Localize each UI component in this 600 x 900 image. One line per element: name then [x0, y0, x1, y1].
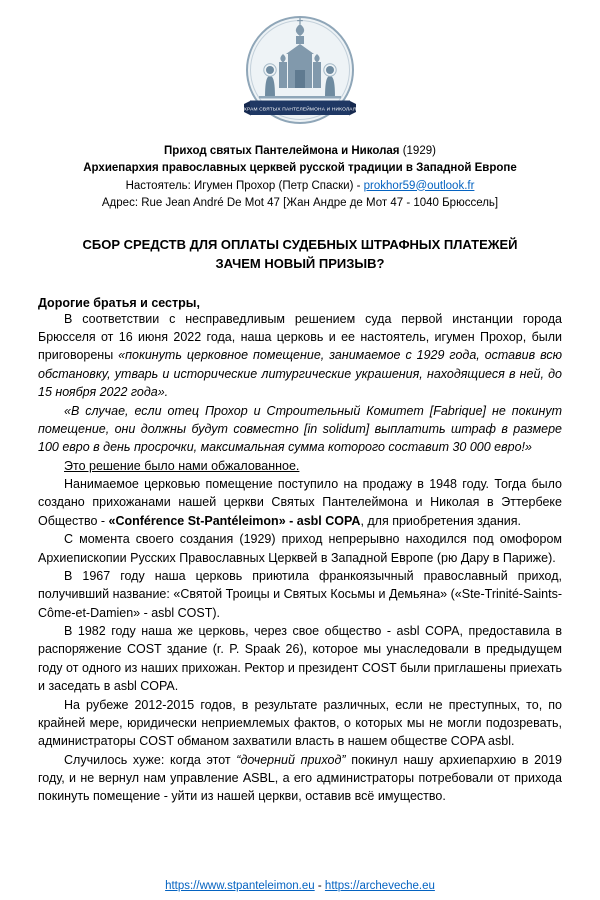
- p9-daughter-parish: “дочерний приход”: [236, 752, 346, 767]
- paragraph-worse-happened: [38, 751, 562, 806]
- title-line1: СБОР СРЕДСТВ ДЛЯ ОПЛАТЫ СУДЕБНЫХ ШТРАФНЫХ ПЛАТЕЖЕЙ: [82, 237, 518, 252]
- emblem-ground-line: [259, 96, 341, 99]
- salutation: Дорогие братья и сестры,: [38, 295, 200, 310]
- paragraph-1982: В 1982 году наша же церковь, через свое общество - asbl COPA, предоставила в распоряжение COST здание (r. P. Spaak 26), которое мы унаследовали в предыдущем году от одного из наших прихожан. Ректор и президент COST были приглашены приехать и заседать в asbl COPA.: [38, 624, 562, 694]
- paragraph-penalty-quote: [38, 402, 562, 457]
- parish-website-link[interactable]: https://www.stpanteleimon.eu: [165, 880, 315, 892]
- address-line: Адрес: Rue Jean André De Mot 47 [Жан Андре де Мот 47 - 1040 Брюссель]: [101, 196, 499, 209]
- appeal-statement: Это решение было нами обжалованное.: [64, 458, 300, 473]
- letterhead: [38, 143, 562, 212]
- title-line2: ЗАЧЕМ НОВЫЙ ПРИЗЫВ?: [215, 255, 385, 271]
- logo-container: [38, 14, 562, 139]
- parish-name-line: [38, 143, 562, 160]
- paragraph-1967: В 1967 году наша церковь приютила франкоязычный православный приход, получивший название: «Святой Троицы и Святых Косьмы и Демьяна» («Ste-Trinité-Saints-Côme-et-Damien» - asbl COST).: [38, 568, 562, 620]
- archdiocese-website-link[interactable]: https://archeveche.eu: [324, 880, 435, 892]
- p9-post: покинул нашу архиепархию в 2019 году, и не вернул нам управление ASBL, а его администраторы потребовали от прихода покинуть помещение - уйти из нашей церкви, оставив всё имущество.: [38, 752, 562, 804]
- p4-tail: , для приобретения здания.: [360, 513, 522, 528]
- paragraph-omophorion: С момента своего создания (1929) приход непрерывно находился под омофором Архиепископии Русских Православных Церквей в Западной Европе (рю Дару в Париже).: [38, 532, 562, 565]
- p2-quote: «В случае, если отец Прохор и Строительный Комитет [Fabrique] не покинут помещение, они должны будут совместно [in solidum] выплатить штраф в размере 100 евро в день просрочки, максимальная сумма которого составит 30 000 евро!»: [38, 403, 562, 455]
- paragraph-2012-2015: На рубеже 2012-2015 годов, в результате различных, если не преступных, то, по крайней мере, юридически неприемлемых фактов, о которых мы не могли подозревать, администраторы COST обманом захватили власть в нашем обществе COPA asbl.: [38, 697, 562, 749]
- p4-text: Нанимаемое церковью помещение поступило на продажу в 1948 году. Тогда было создано прихожанами нашей церкви Святых Пантелеймона и Николая в Эттербеке Общество -: [38, 477, 562, 528]
- paragraph-appeal: [38, 457, 562, 475]
- parish-name: Приход святых Пантелеймона и Николая: [164, 145, 400, 157]
- footer-links: [0, 880, 600, 892]
- document-title: [38, 236, 562, 274]
- parish-year: (1929): [399, 145, 436, 157]
- p9-pre: Случилось хуже: когда этот: [64, 752, 237, 767]
- p1-text: В соответствии с несправедливым решением суда первой инстанции города Брюсселя от 16 июня 2022 года, наша церковь и ее настоятель, игумен Прохор, были приговорены: [38, 311, 562, 363]
- footer-separator: -: [314, 880, 325, 892]
- emblem-banner-text: ХРАМ СВЯТЫХ ПАНТЕЛЕЙМОНА И НИКОЛАЯ: [243, 107, 357, 113]
- paragraph-court-ruling: [38, 310, 562, 402]
- paragraph-building-1948: [38, 475, 562, 530]
- p1-quote: «покинуть церковное помещение, занимаемое с 1929 года, оставив всю обстановку, утварь и исторические литургические украшения, находящиеся в ней, до 15 ноября 2022 года».: [38, 348, 562, 400]
- church-emblem-icon: [241, 14, 359, 134]
- p4-society-name: «Conférence St-Pantéleimon» - asbl COPA: [108, 513, 361, 528]
- rector-label: Настоятель: Игумен Прохор (Петр Спаски) -: [125, 179, 364, 192]
- rector-email-link[interactable]: prokhor59@outlook.fr: [363, 179, 475, 192]
- archdiocese-line: Архиепархия православных церквей русской традиции в Западной Европе: [83, 162, 517, 175]
- rector-line: [38, 178, 562, 195]
